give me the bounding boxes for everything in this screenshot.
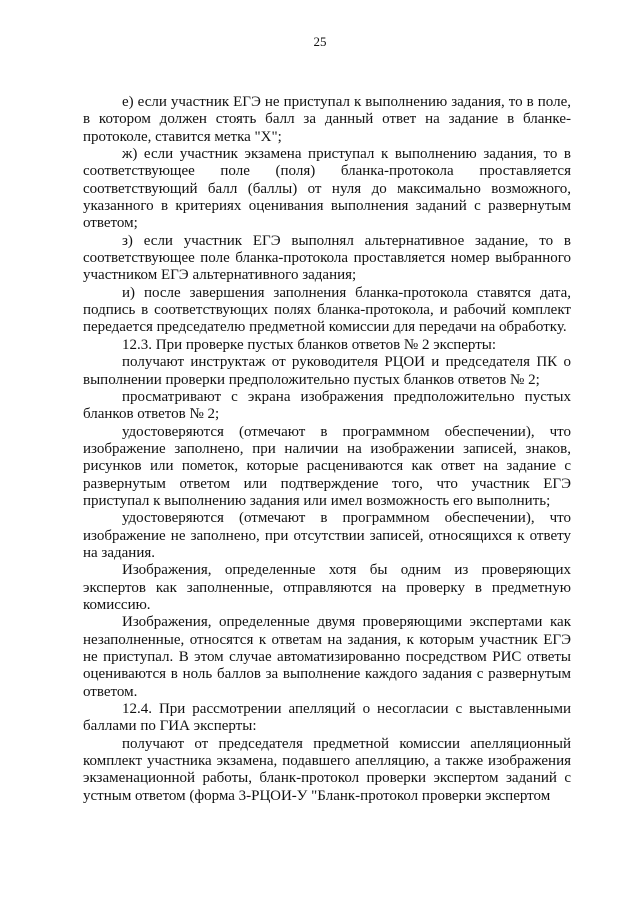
- paragraph-filled-images: Изображения, определенные хотя бы одним из проверяющих экспертов как заполненные, отправляются на проверку в предметную комиссию.: [83, 562, 571, 613]
- paragraph-item-e: е) если участник ЕГЭ не приступал к выполнению задания, то в поле, в котором должен стоять балл за данный ответ на задание в бланке-протоколе, ставится метка "X";: [83, 94, 571, 145]
- paragraph-empty-images: Изображения, определенные двумя проверяющими экспертами как незаполненные, относятся к ответам на задания, к которым участник ЕГЭ не приступал. В этом случае автоматизированно посредством РИС ответы оцениваются в ноль баллов за выполнение каждого задания с развернутым ответом.: [83, 614, 571, 700]
- paragraph-appeal-kit: получают от председателя предметной комиссии апелляционный комплект участника экзамена, подавшего апелляцию, а также изображения экзаменационной работы, бланк-протокол проверки экспертом заданий с устным ответом (форма 3-РЦОИ-У "Бланк-протокол проверки экспертом: [83, 735, 571, 804]
- section-heading-12-4: 12.4. При рассмотрении апелляций о несогласии с выставленными баллами по ГИА эксперты:: [83, 701, 571, 735]
- paragraph-view-images: просматривают с экрана изображения предположительно пустых бланков ответов № 2;: [83, 388, 571, 423]
- section-heading-12-3: 12.3. При проверке пустых бланков ответов № 2 эксперты:: [122, 336, 497, 353]
- page-number: 25: [313, 34, 327, 49]
- paragraph-instruction: получают инструктаж от руководителя РЦОИ и председателя ПК о выполнении проверки предположительно пустых бланков ответов № 2;: [83, 354, 571, 388]
- paragraph-confirm-empty: удостоверяются (отмечают в программном обеспечении), что изображение не заполнено, при отсутствии записей, относящихся к ответу на задания.: [83, 510, 571, 561]
- document-body: [83, 94, 571, 805]
- paragraph-item-z: з) если участник ЕГЭ выполнял альтернативное задание, то в соответствующее поле бланка-протокола проставляется номер выбранного участником ЕГЭ альтернативного задания;: [83, 232, 571, 284]
- paragraph-confirm-filled: удостоверяются (отмечают в программном обеспечении), что изображение заполнено, при наличии на изображении записей, знаков, рисунков или пометок, которые расцениваются как ответ на задание с развернутым ответом или подтверждение того, что участник ЕГЭ приступал к выполнению задания или имел возможность его выполнить;: [83, 423, 571, 509]
- paragraph-item-zh: ж) если участник экзамена приступал к выполнению задания, то в соответствующее поле (поля) бланка-протокола проставляется соответствующий балл (баллы) от нуля до максимально возможного, указанного в критериях оценивания выполнения заданий с развернутым ответом;: [83, 146, 571, 232]
- paragraph-item-i: и) после завершения заполнения бланка-протокола ставятся дата, подпись в соответствующих полях бланка-протокола, и рабочий комплект передается председателю предметной комиссии для передачи на обработку.: [83, 284, 571, 336]
